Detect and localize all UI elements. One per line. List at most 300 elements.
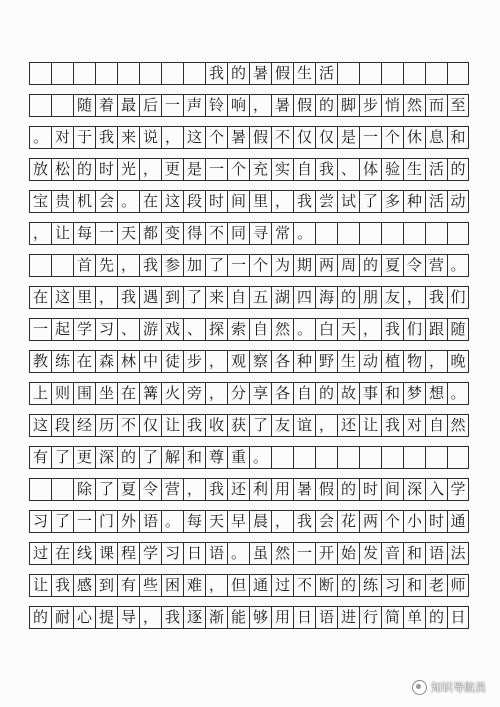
paragraph-char: 提 [95, 606, 117, 629]
paragraph-char: 日 [447, 606, 469, 629]
paragraph-char: 朋 [359, 286, 381, 309]
paragraph-char: ， [403, 286, 425, 309]
paragraph-char: 在 [51, 542, 73, 565]
paragraph-char: 导 [117, 606, 139, 629]
paragraph-char: 天 [117, 222, 139, 245]
paragraph-char: 机 [73, 190, 95, 213]
paragraph-char: ， [271, 510, 293, 533]
paragraph-char: 实 [271, 158, 293, 181]
paragraph-char: 各 [271, 350, 293, 373]
paragraph-char: 自 [249, 318, 271, 341]
grid-row [29, 446, 469, 469]
paragraph-char: 是 [183, 158, 205, 181]
paragraph-char: 里 [73, 286, 95, 309]
paragraph-char: 。 [161, 510, 183, 533]
paragraph-char: 种 [293, 350, 315, 373]
paragraph-char: 我 [161, 606, 183, 629]
paragraph-char: 徒 [161, 350, 183, 373]
paragraph-char: 里 [249, 190, 271, 213]
paragraph-char: 学 [73, 318, 95, 341]
paragraph-char: 变 [161, 222, 183, 245]
paragraph-char: 线 [73, 542, 95, 565]
paragraph-char: 而 [425, 94, 447, 117]
paragraph-char: 周 [337, 254, 359, 277]
paragraph-char: 个 [381, 510, 403, 533]
paragraph-char: 活 [425, 158, 447, 181]
paragraph-char: 这 [161, 190, 183, 213]
grid-cell [381, 222, 403, 245]
paragraph-char: 我 [315, 158, 337, 181]
paragraph-char: 语 [205, 542, 227, 565]
paragraph-char: 生 [403, 158, 425, 181]
paragraph-char: ， [139, 606, 161, 629]
paragraph-char: 贵 [51, 190, 73, 213]
paragraph-char: 。 [293, 222, 315, 245]
paragraph-char: 营 [161, 478, 183, 501]
paragraph-char: 时 [359, 478, 381, 501]
paragraph-char: 都 [139, 222, 161, 245]
grid-cell [359, 446, 381, 469]
paragraph-char: 日 [183, 542, 205, 565]
paragraph-char: 坐 [95, 382, 117, 405]
title-char: 活 [315, 62, 337, 85]
paragraph-char: 想 [425, 382, 447, 405]
paragraph-char: 和 [403, 574, 425, 597]
paragraph-char: 我 [381, 414, 403, 437]
paragraph-char: 起 [51, 318, 73, 341]
paragraph-char: 早 [227, 510, 249, 533]
paragraph-char: 有 [29, 446, 51, 469]
paragraph-char: 游 [139, 318, 161, 341]
paragraph-char: 过 [271, 574, 293, 597]
paragraph-char: 耐 [51, 606, 73, 629]
paragraph-char: 令 [139, 478, 161, 501]
paragraph-char: 各 [271, 382, 293, 405]
paragraph-char: 教 [29, 350, 51, 373]
paragraph-char: 尊 [205, 446, 227, 469]
paragraph-char: 但 [227, 574, 249, 597]
paragraph-char: ， [315, 414, 337, 437]
grid-cell [51, 254, 73, 277]
paragraph-char: 不 [117, 414, 139, 437]
paragraph-char: 外 [117, 510, 139, 533]
paragraph-char: 期 [293, 254, 315, 277]
paragraph-char: 、 [337, 158, 359, 181]
paragraph-char: 除 [73, 478, 95, 501]
paragraph-char: 种 [403, 190, 425, 213]
paragraph-char: 让 [161, 414, 183, 437]
paragraph-char: 同 [227, 222, 249, 245]
paragraph-char: 湖 [271, 286, 293, 309]
paragraph-char: 谊 [293, 414, 315, 437]
paragraph-char: 营 [425, 254, 447, 277]
paragraph-char: 自 [425, 414, 447, 437]
watermark [412, 679, 486, 695]
paragraph-char: 一 [227, 254, 249, 277]
paragraph-char: 晨 [249, 510, 271, 533]
paragraph-char: 我 [381, 318, 403, 341]
grid-cell [95, 62, 117, 85]
paragraph-char: 困 [161, 574, 183, 597]
paragraph-char: 们 [447, 286, 469, 309]
paragraph-char: 后 [139, 94, 161, 117]
paragraph-char: 在 [139, 190, 161, 213]
paragraph-char: 生 [337, 350, 359, 373]
paragraph-char: 两 [359, 510, 381, 533]
grid-cell [29, 478, 51, 501]
grid-cell [425, 62, 447, 85]
paragraph-char: 会 [95, 190, 117, 213]
grid-cell [381, 446, 403, 469]
paragraph-char: 法 [447, 542, 469, 565]
paragraph-char: 先 [95, 254, 117, 277]
paragraph-char: 故 [337, 382, 359, 405]
paragraph-char: 旁 [183, 382, 205, 405]
paragraph-char: 铃 [205, 94, 227, 117]
paragraph-char: 课 [95, 542, 117, 565]
paragraph-char: 随 [447, 318, 469, 341]
paragraph-char: ， [425, 350, 447, 373]
paragraph-char: 让 [51, 222, 73, 245]
paragraph-char: 为 [271, 254, 293, 277]
grid-cell [447, 446, 469, 469]
paragraph-char: 休 [403, 126, 425, 149]
paragraph-char: 练 [51, 350, 73, 373]
paragraph-char: 小 [403, 510, 425, 533]
paragraph-char: ， [161, 126, 183, 149]
paragraph-char: 。 [447, 382, 469, 405]
grid-cell [183, 62, 205, 85]
paragraph-char: 、 [117, 318, 139, 341]
paragraph-char: 语 [139, 510, 161, 533]
paragraph-char: 到 [95, 574, 117, 597]
paragraph-char: 然 [271, 542, 293, 565]
paragraph-char: 来 [205, 286, 227, 309]
grid-row [29, 510, 469, 533]
paragraph-char: 始 [337, 542, 359, 565]
paragraph-char: 我 [183, 414, 205, 437]
grid-cell [447, 62, 469, 85]
paragraph-char: 解 [161, 446, 183, 469]
paragraph-char: 习 [381, 574, 403, 597]
paragraph-char: 些 [139, 574, 161, 597]
paragraph-char: 的 [337, 574, 359, 597]
paragraph-char: 一 [205, 158, 227, 181]
paragraph-char: 了 [51, 446, 73, 469]
paragraph-char: 悄 [381, 94, 403, 117]
paragraph-char: 在 [117, 382, 139, 405]
paragraph-char: 暑 [227, 126, 249, 149]
paragraph-char: 植 [381, 350, 403, 373]
grid-cell [161, 62, 183, 85]
paragraph-char: 间 [227, 190, 249, 213]
paragraph-char: 白 [315, 318, 337, 341]
grid-cell [293, 446, 315, 469]
paragraph-char: 梦 [403, 382, 425, 405]
paragraph-char: 个 [227, 158, 249, 181]
paragraph-char: 加 [183, 254, 205, 277]
paragraph-char: 是 [337, 126, 359, 149]
grid-row [29, 478, 469, 501]
paragraph-char: 这 [183, 126, 205, 149]
paragraph-char: 不 [271, 126, 293, 149]
grid-cell [425, 222, 447, 245]
paragraph-char: 体 [359, 158, 381, 181]
paragraph-char: 会 [315, 510, 337, 533]
paragraph-char: 在 [29, 286, 51, 309]
paragraph-char: 的 [315, 94, 337, 117]
paragraph-char: 。 [293, 318, 315, 341]
paragraph-char: 事 [359, 382, 381, 405]
grid-row [29, 318, 469, 341]
paragraph-char: 学 [447, 478, 469, 501]
paragraph-char: 天 [205, 510, 227, 533]
paragraph-char: 声 [183, 94, 205, 117]
paragraph-char: 了 [183, 286, 205, 309]
paragraph-char: 通 [249, 574, 271, 597]
paragraph-char: 重 [227, 446, 249, 469]
paragraph-char: 入 [425, 478, 447, 501]
paragraph-char: 我 [117, 286, 139, 309]
paragraph-char: 让 [29, 574, 51, 597]
paragraph-char: 充 [249, 158, 271, 181]
grid-cell [337, 222, 359, 245]
paragraph-char: 逐 [183, 606, 205, 629]
paragraph-char: 和 [403, 542, 425, 565]
paragraph-char: 利 [249, 478, 271, 501]
paragraph-char: 五 [249, 286, 271, 309]
paragraph-char: 虽 [249, 542, 271, 565]
paragraph-char: 花 [337, 510, 359, 533]
paragraph-char: 仅 [293, 126, 315, 149]
paragraph-char: 获 [227, 414, 249, 437]
paragraph-char: ， [139, 158, 161, 181]
paragraph-char: 我 [205, 478, 227, 501]
paragraph-char: 段 [183, 190, 205, 213]
paragraph-char: 假 [315, 478, 337, 501]
paragraph-char: 了 [51, 510, 73, 533]
paragraph-char: 最 [117, 94, 139, 117]
paragraph-char: 渐 [205, 606, 227, 629]
paragraph-char: 了 [359, 190, 381, 213]
paragraph-char: 夏 [117, 478, 139, 501]
paragraph-char: 过 [29, 542, 51, 565]
paragraph-char: 步 [359, 94, 381, 117]
grid-cell [403, 62, 425, 85]
paragraph-char: 和 [183, 446, 205, 469]
paragraph-char: 一 [359, 126, 381, 149]
paragraph-char: 光 [117, 158, 139, 181]
paragraph-char: 火 [161, 382, 183, 405]
grid-cell [29, 254, 51, 277]
paragraph-char: 篝 [139, 382, 161, 405]
paragraph-char: 还 [227, 478, 249, 501]
paragraph-char: ， [249, 94, 271, 117]
title-char: 暑 [249, 62, 271, 85]
paragraph-char: 海 [315, 286, 337, 309]
paragraph-char: 了 [139, 446, 161, 469]
watermark-text: 知识导航员 [431, 681, 486, 694]
grid-cell [73, 62, 95, 85]
grid-row [29, 62, 469, 85]
paragraph-char: 多 [381, 190, 403, 213]
paragraph-char: 着 [95, 94, 117, 117]
paragraph-char: 习 [161, 542, 183, 565]
paragraph-char: 段 [51, 414, 73, 437]
paragraph-char: 通 [447, 510, 469, 533]
paragraph-char: 够 [249, 606, 271, 629]
paragraph-char: 分 [227, 382, 249, 405]
paragraph-char: 我 [425, 286, 447, 309]
paragraph-char: 每 [183, 510, 205, 533]
paragraph-char: 放 [29, 158, 51, 181]
paragraph-char: 至 [447, 94, 469, 117]
paragraph-char: 。 [249, 446, 271, 469]
paragraph-char: 上 [29, 382, 51, 405]
paragraph-char: 我 [95, 126, 117, 149]
paragraph-char: 深 [95, 446, 117, 469]
paragraph-char: 说 [139, 126, 161, 149]
paragraph-char: 深 [403, 478, 425, 501]
paragraph-char: 观 [227, 350, 249, 373]
paragraph-char: 我 [51, 574, 73, 597]
paragraph-char: 时 [95, 158, 117, 181]
paragraph-char: 宝 [29, 190, 51, 213]
paragraph-char: ， [271, 190, 293, 213]
paragraph-char: 心 [73, 606, 95, 629]
paragraph-char: 对 [51, 126, 73, 149]
paragraph-char: 察 [249, 350, 271, 373]
paragraph-char: ， [359, 318, 381, 341]
paragraph-char: 习 [95, 318, 117, 341]
paragraph-char: 的 [117, 446, 139, 469]
paragraph-char: 简 [381, 606, 403, 629]
paragraph-char: 友 [381, 286, 403, 309]
paragraph-char: 程 [117, 542, 139, 565]
paragraph-char: 用 [271, 478, 293, 501]
paragraph-char: 友 [271, 414, 293, 437]
paragraph-char: 自 [293, 382, 315, 405]
paragraph-char: 时 [425, 510, 447, 533]
paragraph-char: 有 [117, 574, 139, 597]
grid-cell [29, 94, 51, 117]
title-char: 假 [271, 62, 293, 85]
grid-row [29, 94, 469, 117]
paragraph-char: 遇 [139, 286, 161, 309]
paragraph-char: 的 [425, 606, 447, 629]
grid-cell [403, 446, 425, 469]
paragraph-char: 一 [29, 318, 51, 341]
paragraph-char: 这 [51, 286, 73, 309]
paragraph-char: 我 [139, 254, 161, 277]
grid-cell [337, 446, 359, 469]
paragraph-char: 间 [381, 478, 403, 501]
grid-row [29, 382, 469, 405]
paragraph-char: 和 [447, 126, 469, 149]
paragraph-char: 的 [29, 606, 51, 629]
paragraph-char: 这 [29, 414, 51, 437]
paragraph-char: 然 [447, 414, 469, 437]
paragraph-char: 到 [161, 286, 183, 309]
paragraph-char: 难 [183, 574, 205, 597]
grid-row [29, 574, 469, 597]
paragraph-char: 语 [315, 606, 337, 629]
paragraph-char: 开 [315, 542, 337, 565]
paragraph-char: 享 [249, 382, 271, 405]
paragraph-char: 了 [205, 254, 227, 277]
grid-cell [425, 446, 447, 469]
paragraph-char: 仅 [139, 414, 161, 437]
grid-cell [139, 62, 161, 85]
paragraph-char: 的 [359, 254, 381, 277]
paragraph-char: 。 [447, 254, 469, 277]
paragraph-char: 的 [315, 382, 337, 405]
grid-row [29, 158, 469, 181]
paragraph-char: 自 [293, 158, 315, 181]
paragraph-char: 参 [161, 254, 183, 277]
grid-row [29, 414, 469, 437]
paragraph-char: 。 [117, 190, 139, 213]
paragraph-char: 夏 [381, 254, 403, 277]
title-char: 的 [227, 62, 249, 85]
paragraph-char: 一 [73, 510, 95, 533]
grid-cell [359, 62, 381, 85]
paragraph-char: 息 [425, 126, 447, 149]
grid-row [29, 126, 469, 149]
grid-cell [381, 62, 403, 85]
paragraph-char: 个 [205, 126, 227, 149]
paragraph-char: 师 [447, 574, 469, 597]
manuscript-grid [29, 62, 469, 638]
paragraph-char: 试 [337, 190, 359, 213]
paragraph-char: 然 [271, 318, 293, 341]
paragraph-char: 单 [403, 606, 425, 629]
paragraph-char: 的 [337, 286, 359, 309]
paragraph-char: 活 [425, 190, 447, 213]
grid-row [29, 286, 469, 309]
paragraph-char: 一 [293, 542, 315, 565]
paragraph-char: ， [117, 254, 139, 277]
paragraph-char: 日 [293, 606, 315, 629]
paragraph-char: 的 [337, 478, 359, 501]
paragraph-char: 一 [161, 94, 183, 117]
paragraph-char: 对 [403, 414, 425, 437]
paragraph-char: 的 [73, 158, 95, 181]
paragraph-char: 假 [249, 126, 271, 149]
paragraph-char: 、 [183, 318, 205, 341]
paragraph-char: 不 [293, 574, 315, 597]
paragraph-char: 首 [73, 254, 95, 277]
paragraph-char: 习 [29, 510, 51, 533]
paragraph-char: 森 [95, 350, 117, 373]
paragraph-char: 一 [95, 222, 117, 245]
paragraph-char: 步 [183, 350, 205, 373]
paragraph-char: 老 [425, 574, 447, 597]
grid-row [29, 350, 469, 373]
paragraph-char: 得 [183, 222, 205, 245]
paragraph-char: ， [205, 382, 227, 405]
paragraph-char: 。 [29, 126, 51, 149]
title-char: 生 [293, 62, 315, 85]
grid-row [29, 542, 469, 565]
grid-cell [315, 222, 337, 245]
paragraph-char: 更 [73, 446, 95, 469]
paragraph-char: 了 [95, 478, 117, 501]
paragraph-char: 于 [73, 126, 95, 149]
grid-cell [403, 222, 425, 245]
paragraph-char: 每 [73, 222, 95, 245]
paragraph-char: 历 [95, 414, 117, 437]
